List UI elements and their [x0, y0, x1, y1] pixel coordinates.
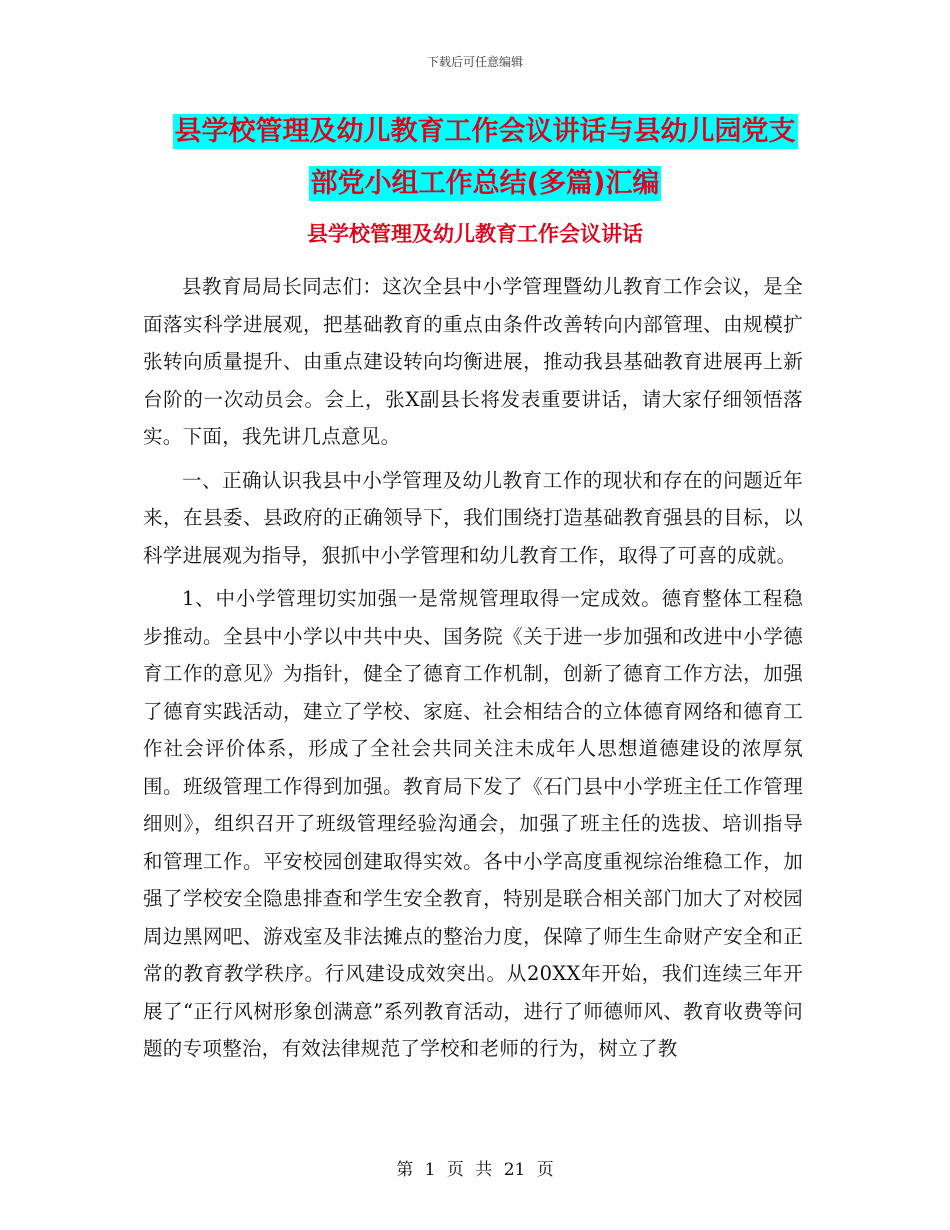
paragraph-1: 县教育局局长同志们：这次全县中小学管理暨幼儿教育工作会议，是全面落实科学进展观，把基础教育的重点由条件改善转向内部管理、由规模扩张转向质量提升、由重点建设转向均衡进展，推动我县基础教育进展再上新台阶的一次动员会。会上，张X副县长将发表重要讲话，请大家仔细领悟落实。下面，我先讲几点意见。	[143, 275, 803, 448]
paragraph-2: 一、正确认识我县中小学管理及幼儿教育工作的现状和存在的问题近年来，在县委、县政府的正确领导下，我们围绕打造基础教育强县的目标，以科学进展观为指导，狠抓中小学管理和幼儿教育工作，取得了可喜的成就。	[143, 468, 803, 567]
paragraph-3: 1、中小学管理切实加强一是常规管理取得一定成效。德育整体工程稳步推动。全县中小学以中共中央、国务院《关于进一步加强和改进中小学德育工作的意见》为指针，健全了德育工作机制，创新了德育工作方法，加强了德育实践活动，建立了学校、家庭、社会相结合的立体德育网络和德育工作社会评价体系，形成了全社会共同关注未成年人思想道德建设的浓厚氛围。班级管理工作得到加强。教育局下发了《石门县中小学班主任工作管理细则》，组织召开了班级管理经验沟通会，加强了班主任的选拔、培训指导和管理工作。平安校园创建取得实效。各中小学高度重视综治维稳工作，加强了学校安全隐患排查和学生安全教育，特别是联合相关部门加大了对校园周边黑网吧、游戏室及非法摊点的整治力度，保障了师生生命财产安全和正常的教育教学秩序。行风建设成效突出。从20XX年开始，我们连续三年开展了“正行风树形象创满意”系列教育活动，进行了师德师风、教育收费等问题的专项整治，有效法律规范了学校和老师的行为，树立了教	[143, 587, 803, 1060]
document-title-line-1: 县学校管理及幼儿教育工作会议讲话与县幼儿园党支	[174, 116, 796, 147]
document-title	[140, 106, 830, 210]
document-title-line-2: 部党小组工作总结(多篇)汇编	[310, 168, 660, 199]
document-body	[143, 268, 803, 1074]
page-number-footer: 第 1 页 共 21 页	[396, 1160, 554, 1180]
header-note: 下载后可任意编辑	[426, 55, 523, 69]
section-title: 县学校管理及幼儿教育工作会议讲话	[307, 222, 643, 246]
